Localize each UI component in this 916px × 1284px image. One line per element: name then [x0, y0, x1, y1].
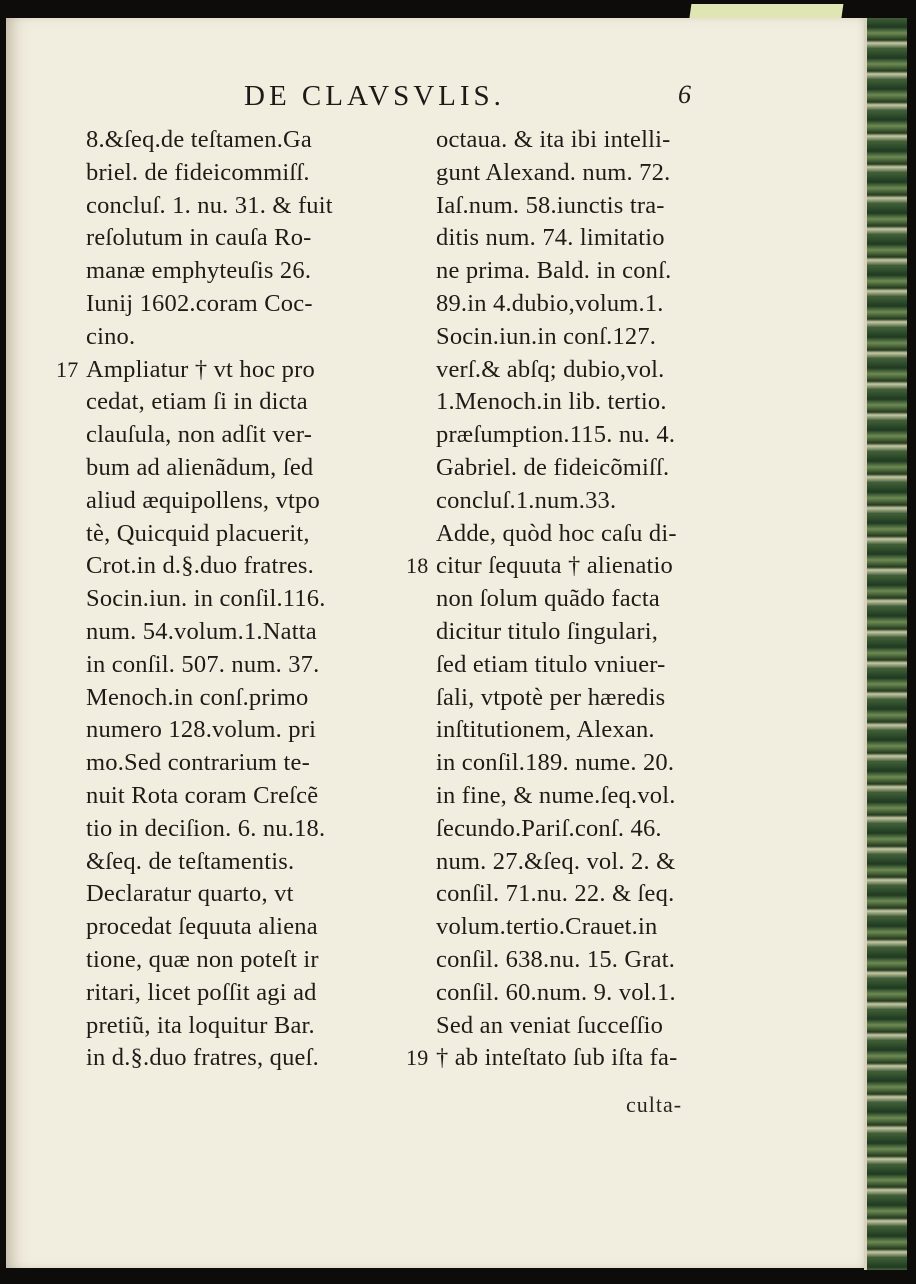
line-text: dicitur titulo ſingulari, [436, 617, 659, 645]
line-text: Socin.iun.in conſ.127. [436, 322, 657, 350]
line-text: procedat ſequuta aliena [86, 913, 318, 941]
left-column [56, 124, 396, 1075]
line-text: Iunij 1602.coram Coc- [86, 289, 313, 317]
text-line [86, 977, 396, 1010]
text-line [406, 1042, 746, 1075]
text-line [436, 354, 746, 387]
line-text: conſil. 71.nu. 22. & ſeq. [436, 880, 675, 908]
line-text: in d.§.duo fratres, queſ. [86, 1044, 319, 1072]
line-text: ne prima. Bald. in conſ. [436, 257, 672, 285]
line-text: in fine, & nume.ſeq.vol. [436, 781, 676, 809]
line-text: cino. [86, 322, 136, 350]
line-text: conſil. 638.nu. 15. Grat. [436, 945, 676, 973]
text-line [436, 747, 746, 780]
text-line [436, 583, 746, 616]
line-text: nuit Rota coram Creſcẽ [86, 781, 319, 809]
line-text: volum.tertio.Crauet.in [436, 913, 658, 941]
text-line [406, 550, 746, 583]
text-line [86, 649, 396, 682]
text-line [86, 550, 396, 583]
text-line [436, 911, 746, 944]
text-line [86, 813, 396, 846]
line-text: aliud æquipollens, vtpo [86, 486, 320, 514]
text-line [86, 911, 396, 944]
line-text: inſtitutionem, Alexan. [436, 716, 655, 744]
line-text: numero 128.volum. pri [86, 716, 317, 744]
line-text: tio in deciſion. 6. nu.18. [86, 814, 326, 842]
text-line [86, 944, 396, 977]
text-line [436, 124, 746, 157]
text-line [436, 157, 746, 190]
line-text: Gabriel. de fideicõmiſſ. [436, 453, 670, 481]
line-text: mo.Sed contrarium te- [86, 749, 310, 777]
text-line [436, 288, 746, 321]
text-line [436, 485, 746, 518]
marginal-number: 18 [406, 553, 429, 579]
text-line [436, 321, 746, 354]
text-line [86, 452, 396, 485]
text-line [436, 518, 746, 551]
catchword: culta- [626, 1092, 683, 1117]
line-text: cedat, etiam ſi in dicta [86, 388, 308, 416]
line-text: præſumption.115. nu. 4. [436, 421, 676, 449]
text-line [436, 255, 746, 288]
text-line [436, 1010, 746, 1043]
text-line [436, 616, 746, 649]
line-text: tione, quæ non poteſt ir [86, 945, 319, 973]
right-column [406, 124, 746, 1075]
text-line [86, 846, 396, 879]
text-line [86, 485, 396, 518]
line-text: Adde, quòd hoc caſu di- [436, 519, 677, 547]
text-line [436, 649, 746, 682]
text-line [86, 157, 396, 190]
line-text: reſolutum in cauſa Ro- [86, 224, 312, 252]
line-text: briel. de fideicommiſſ. [86, 158, 310, 186]
text-line [436, 846, 746, 879]
text-line [86, 616, 396, 649]
line-text: Ampliatur † vt hoc pro [86, 355, 315, 383]
line-text: ritari, licet poſſit agi ad [86, 978, 317, 1006]
page-header [0, 80, 916, 120]
text-line [436, 452, 746, 485]
line-text: num. 54.volum.1.Natta [86, 617, 317, 645]
text-line [436, 190, 746, 223]
line-text: Menoch.in conſ.primo [86, 683, 309, 711]
text-line [436, 682, 746, 715]
text-line [86, 1010, 396, 1043]
text-line [436, 222, 746, 255]
text-line [436, 386, 746, 419]
text-line [86, 288, 396, 321]
line-text: gunt Alexand. num. 72. [436, 158, 671, 186]
text-line [86, 583, 396, 616]
line-text: † ab inteſtato ſub iſta fa- [436, 1044, 678, 1072]
folio-number: 6 [678, 80, 691, 109]
marginal-number: 19 [406, 1045, 429, 1071]
line-text: pretiũ, ita loquitur Bar. [86, 1011, 315, 1039]
line-text: tè, Quicquid placuerit, [86, 519, 310, 547]
text-line [86, 222, 396, 255]
text-line [86, 124, 396, 157]
text-line [436, 813, 746, 846]
marginal-number: 17 [56, 356, 79, 382]
text-line [436, 714, 746, 747]
line-text: octaua. & ita ibi intelli- [436, 126, 671, 153]
text-line [86, 386, 396, 419]
text-line [86, 714, 396, 747]
line-text: clauſula, non adſit ver- [86, 421, 313, 449]
line-text: num. 27.&ſeq. vol. 2. & [436, 847, 676, 875]
text-line [86, 682, 396, 715]
text-line [86, 321, 396, 354]
line-text: 8.&ſeq.de teſtamen.Ga [86, 126, 312, 153]
text-line [86, 518, 396, 551]
line-text: Crot.in d.§.duo fratres. [86, 552, 314, 580]
line-text: &ſeq. de teſtamentis. [86, 847, 295, 875]
line-text: ſali, vtpotè per hæredis [436, 683, 666, 711]
line-text: concluſ.1.num.33. [436, 486, 617, 514]
line-text: Sed an veniat ſucceſſio [436, 1011, 664, 1039]
text-line [436, 780, 746, 813]
line-text: manæ emphyteuſis 26. [86, 257, 312, 285]
line-text: concluſ. 1. nu. 31. & fuit [86, 191, 333, 219]
line-text: 1.Menoch.in lib. tertio. [436, 388, 667, 416]
line-text: Iaſ.num. 58.iunctis tra- [436, 191, 665, 219]
line-text: conſil. 60.num. 9. vol.1. [436, 978, 676, 1006]
text-line [436, 419, 746, 452]
line-text: bum ad alienãdum, ſed [86, 453, 314, 481]
line-text: ſecundo.Pariſ.conſ. 46. [436, 814, 662, 842]
text-line [86, 780, 396, 813]
line-text: Declaratur quarto, vt [86, 880, 294, 908]
text-line [86, 255, 396, 288]
marbled-binding [864, 18, 907, 1270]
running-title: DE CLAVSVLIS. [244, 80, 505, 112]
line-text: in conſil.189. nume. 20. [436, 749, 675, 777]
text-line [436, 944, 746, 977]
line-text: in conſil. 507. num. 37. [86, 650, 320, 678]
text-line [86, 1042, 396, 1075]
text-line [86, 878, 396, 911]
text-line [86, 747, 396, 780]
text-line [86, 419, 396, 452]
text-line [436, 878, 746, 911]
line-text: Socin.iun. in conſil.116. [86, 585, 326, 613]
text-line [56, 354, 396, 387]
line-text: 89.in 4.dubio,volum.1. [436, 289, 664, 317]
line-text: ditis num. 74. limitatio [436, 224, 665, 252]
line-text: non ſolum quãdo facta [436, 585, 660, 613]
text-line [436, 977, 746, 1010]
line-text: ſed etiam titulo vniuer- [436, 650, 666, 678]
text-line [86, 190, 396, 223]
line-text: verſ.& abſq; dubio,vol. [436, 355, 665, 383]
line-text: citur ſequuta † alienatio [436, 552, 673, 580]
